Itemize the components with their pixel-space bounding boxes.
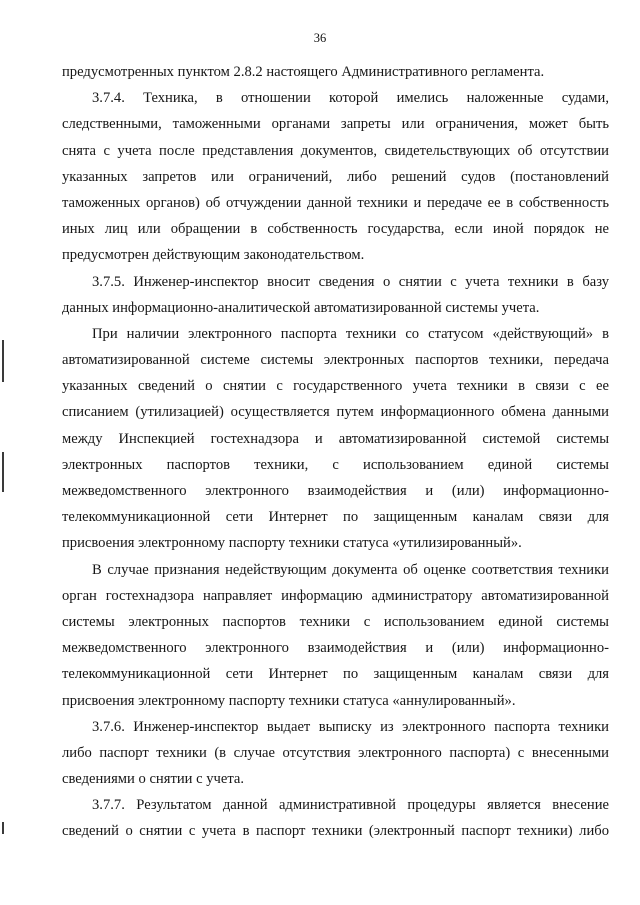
text-line: 3.7.7. Результатом данной административной процедуры является внесение (92, 797, 609, 814)
scan-edge-mark (2, 452, 4, 492)
text-line: автоматизированной системе системы электронных паспортов техники, передача (62, 352, 609, 369)
text-line: присвоения электронному паспорту техники статуса «утилизированный». (62, 535, 522, 552)
text-line: предусмотренных пунктом 2.8.2 настоящего Административного регламента. (62, 64, 545, 80)
text-line: данных информационно-аналитической автоматизированной системы учета. (62, 299, 540, 316)
text-line: указанных сведений о снятии с государственного учета техники в связи с ее (62, 378, 609, 395)
text-line: телекоммуникационной сети Интернет по защищенным каналам связи для (62, 666, 609, 683)
text-line: межведомственного электронного взаимодействия и (или) информационно- (62, 483, 609, 499)
scan-edge-mark (2, 822, 4, 834)
text-line: орган гостехнадзора направляет информацию администратору автоматизированной (62, 587, 609, 604)
text-line: предусмотрен действующим законодательством. (62, 247, 365, 264)
text-line: снята с учета после представления документов, свидетельствующих об отсутствии (62, 142, 609, 159)
text-line: сведениями о снятии с учета. (62, 771, 245, 788)
text-line: 3.7.5. Инженер-инспектор вносит сведения о снятии с учета техники в базу (92, 273, 609, 290)
text-line: либо паспорт техники (в случае отсутствия электронного паспорта) с внесенными (62, 744, 609, 761)
text-line: 3.7.4. Техника, в отношении которой имелись наложенные судами, (92, 90, 609, 107)
page-number: 36 (313, 31, 327, 45)
text-line: между Инспекцией гостехнадзора и автоматизированной системой системы (62, 430, 609, 447)
text-line: указанных запретов или ограничений, либо решений судов (постановлений (62, 168, 609, 185)
text-line: следственными, таможенными органами запреты или ограничения, может быть (62, 116, 609, 133)
text-line: 3.7.6. Инженер-инспектор выдает выписку из электронного паспорта техники (92, 718, 609, 735)
text-line: системы электронных паспортов техники с использованием единой системы (62, 613, 609, 630)
text-line: присвоения электронному паспорту техники статуса «аннулированный». (62, 692, 516, 709)
text-line: таможенных органов) об отчуждении данной техники и передаче ее в собственность (62, 194, 609, 211)
text-line: В случае признания недействующим документа об оценке соответствия техники (92, 561, 609, 578)
scan-edge-mark (2, 340, 4, 382)
document-body (62, 59, 609, 845)
text-line: списанием (утилизацией) осуществляется путем информационного обмена данными (62, 404, 609, 421)
text-line: межведомственного электронного взаимодействия и (или) информационно- (62, 640, 609, 657)
text-line: При наличии электронного паспорта техники со статусом «действующий» в (92, 325, 609, 342)
text-line: сведений о снятии с учета в паспорт техники (электронный паспорт техники) либо (62, 823, 609, 840)
text-line: телекоммуникационной сети Интернет по защищенным каналам связи для (62, 509, 609, 526)
text-line: электронных паспортов техники, с использованием единой системы (62, 456, 609, 473)
text-line: иных лиц или обращении в собственность государства, если иной порядок не (62, 221, 609, 238)
